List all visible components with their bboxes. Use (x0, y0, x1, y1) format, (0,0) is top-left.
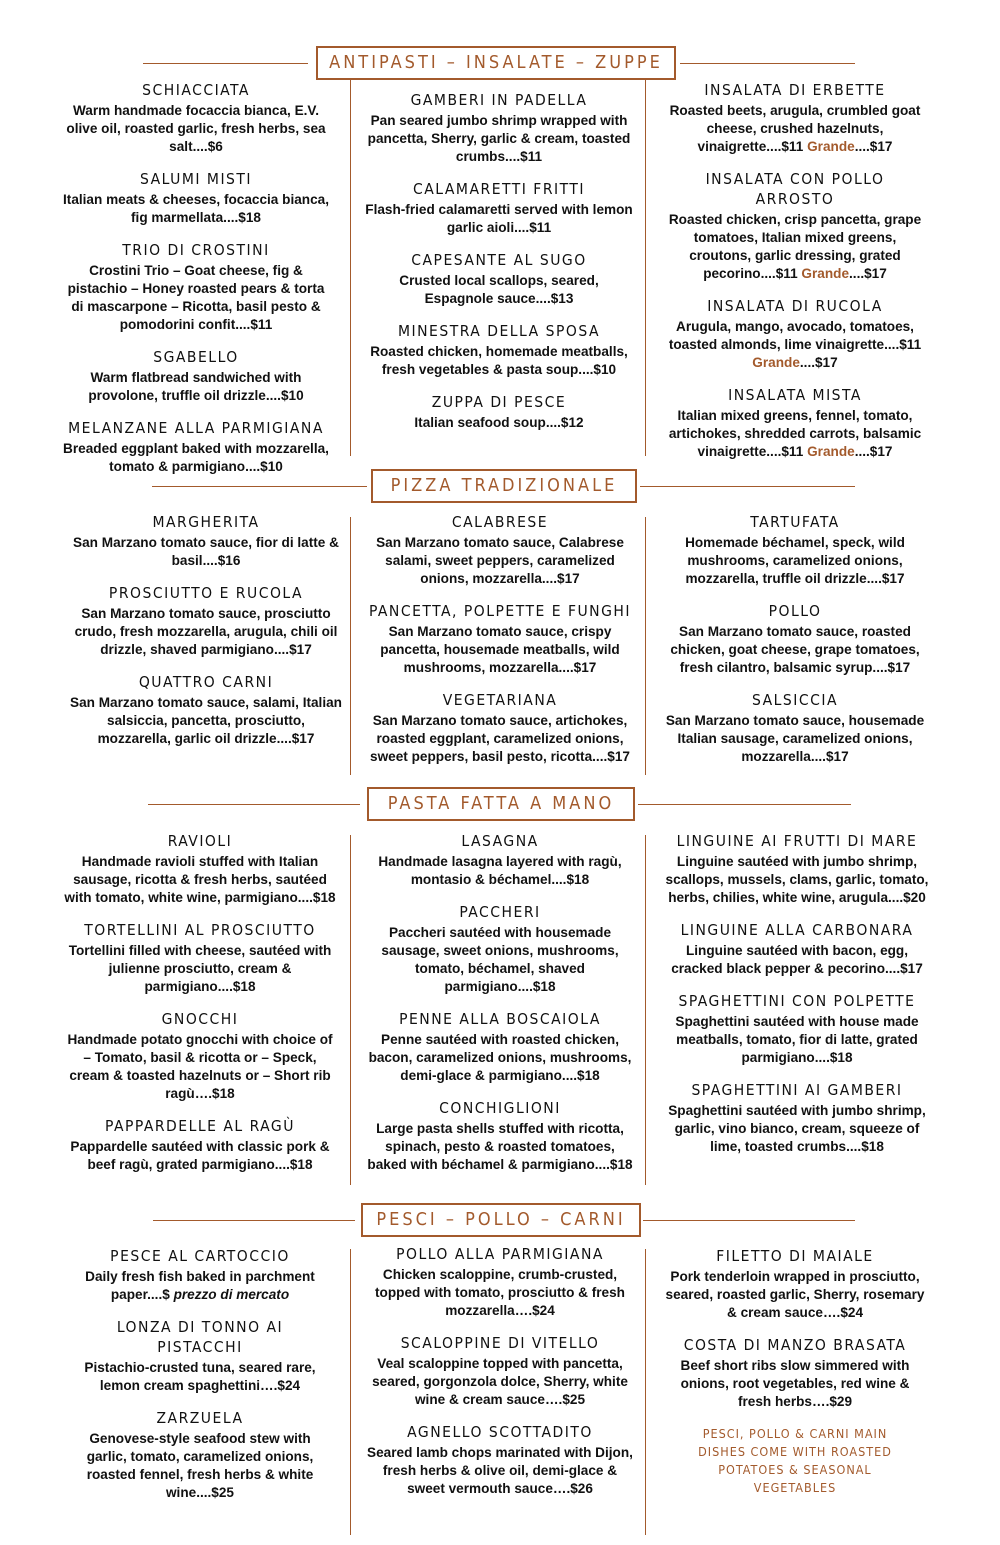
pasta-col-3 (664, 831, 930, 1169)
menu-item-description (664, 534, 926, 588)
menu-item-description-text: Beef short ribs slow simmered with onions, root vegetables, red wine & fresh herbs….$29 (680, 1358, 910, 1409)
menu-item-description (366, 1120, 634, 1174)
menu-item-name: SALSICCIA (751, 691, 839, 709)
menu-item-description (62, 853, 338, 907)
header-rule-right (638, 804, 851, 805)
main-dishes-note: PESCI, POLLO & CARNI MAIN DISHES COME WITH ROASTED POTATOES & SEASONAL VEGETABLES (698, 1426, 892, 1495)
menu-item (665, 80, 925, 156)
menu-item-description (664, 623, 926, 677)
header-rule-left (148, 804, 360, 805)
menu-item-description (366, 1355, 634, 1409)
pesci-col-1 (72, 1246, 328, 1515)
pizza-col-1 (70, 512, 342, 761)
antipasti-col-3 (665, 80, 925, 474)
menu-item-description-text: Veal scaloppine topped with pancetta, seared, gorgonzola dolce, Sherry, white wine & cream sauce….$25 (372, 1356, 628, 1407)
menu-item-description-text: Linguine sautéed with bacon, egg, cracked black pepper & pecorino....$17 (671, 943, 923, 976)
menu-item-name: SCHIACCIATA (142, 81, 250, 99)
menu-item-description (62, 1138, 338, 1174)
section-header-pasta (0, 787, 1000, 821)
menu-item-description-text: Seared lamb chops marinated with Dijon, fresh herbs & olive oil, demi-glace & sweet vermouth sauce….$26 (367, 1445, 633, 1496)
menu-item-name: SPAGHETTINI AI GAMBERI (691, 1081, 903, 1099)
menu-item-description (665, 318, 925, 372)
menu-item-name: MARGHERITA (152, 513, 260, 531)
menu-item-description-text: Spaghettini sautéed with house made meatballs, tomato, fior di latte, grated parmigiano....$18 (675, 1014, 919, 1065)
antipasti-col-2 (365, 90, 633, 445)
menu-item (664, 1246, 926, 1322)
header-rule-left (152, 486, 367, 487)
menu-item-name: TRIO DI CROSTINI (122, 241, 270, 259)
menu-item-name: INSALATA DI RUCOLA (707, 297, 883, 315)
menu-item (62, 920, 338, 996)
menu-item-description (664, 942, 930, 978)
menu-item-name: VEGETARIANA (442, 691, 558, 709)
menu-item-description-text: Roasted beets, arugula, crumbled goat cheese, crushed hazelnuts, vinaigrette....$11 (669, 103, 921, 154)
pasta-col-1 (62, 831, 338, 1187)
menu-item-description-text: Italian seafood soup....$12 (414, 415, 584, 430)
menu-item-description-text: Flash-fried calamaretti served with lemon garlic aioli....$11 (365, 202, 633, 235)
pesci-col-3 (664, 1246, 926, 1497)
grande-label: Grande (801, 266, 850, 281)
menu-item-description (366, 1444, 634, 1498)
menu-item-description-text: San Marzano tomato sauce, Calabrese salami, sweet peppers, caramelized onions, mozzarella....$17 (376, 535, 624, 586)
menu-item-description-text: Pan seared jumbo shrimp wrapped with pancetta, Sherry, garlic & cream, toasted crumbs....$11 (367, 113, 631, 164)
menu-item (72, 1246, 328, 1304)
menu-item (365, 250, 633, 308)
menu-item-description (664, 1268, 926, 1322)
menu-item-name: PAPPARDELLE AL RAGÙ (105, 1117, 295, 1135)
menu-item-description (70, 534, 342, 570)
grande-price: ....$17 (849, 266, 887, 281)
menu-item-description (60, 369, 332, 405)
menu-item-description (664, 712, 926, 766)
menu-item-name: INSALATA DI ERBETTE (704, 81, 886, 99)
menu-item-name: CAPESANTE AL SUGO (411, 251, 587, 269)
antipasti-col-1 (60, 80, 332, 489)
menu-item-name: PROSCIUTTO E RUCOLA (108, 584, 304, 602)
menu-item-name: ZUPPA DI PESCE (431, 393, 567, 411)
pesci-col-3-items (664, 1246, 926, 1411)
pesci-col-2 (366, 1244, 634, 1511)
menu-item (664, 920, 930, 978)
section-title-pasta: PASTA FATTA A MANO (367, 787, 635, 821)
header-rule-left (143, 63, 308, 64)
header-rule-right (640, 486, 855, 487)
menu-item-name: GNOCCHI (161, 1010, 239, 1028)
menu-item-description (365, 112, 633, 166)
section-header-pizza (0, 469, 1000, 503)
menu-item (60, 240, 332, 334)
menu-item-description (60, 262, 332, 334)
menu-item-description-text: Crusted local scallops, seared, Espagnole sauce....$13 (399, 273, 599, 306)
menu-item-name: MELANZANE ALLA PARMIGIANA (68, 419, 324, 437)
menu-item-description-text: Daily fresh fish baked in parchment paper....$ (85, 1269, 315, 1302)
menu-item (62, 1009, 338, 1103)
menu-item-description (368, 623, 632, 677)
menu-item-name: POLLO ALLA PARMIGIANA (396, 1245, 604, 1263)
menu-item (664, 690, 926, 766)
pasta-col-2 (366, 831, 634, 1187)
menu-item-description (365, 272, 633, 308)
menu-item-name: PACCHERI (459, 903, 541, 921)
column-divider (350, 835, 351, 1185)
menu-item-name: PENNE ALLA BOSCAIOLA (399, 1010, 601, 1028)
menu-item-name: MINESTRA DELLA SPOSA (397, 322, 601, 340)
menu-item-description-text: San Marzano tomato sauce, roasted chicken, goat cheese, grape tomatoes, fresh cilantro, balsamic syrup....$17 (670, 624, 920, 675)
menu-item-description (365, 201, 633, 237)
grande-label: Grande (807, 444, 855, 459)
menu-item-description-text: Pappardelle sautéed with classic pork & beef ragù, grated parmigiano....$18 (70, 1139, 330, 1172)
menu-item-description (664, 1357, 926, 1411)
menu-item-description-text: Pork tenderloin wrapped in prosciutto, seared, roasted garlic, Sherry, rosemary & cream sauce….$24 (665, 1269, 925, 1320)
menu-item-name: FILETTO DI MAIALE (716, 1247, 874, 1265)
menu-item-description-text: Handmade ravioli stuffed with Italian sausage, ricotta & fresh herbs, sautéed with tomato, white wine, parmigiano....$18 (64, 854, 336, 905)
menu-item-name: TORTELLINI AL PROSCIUTTO (84, 921, 316, 939)
menu-item-description (664, 1102, 930, 1156)
menu-item (664, 991, 930, 1067)
menu-item-description (366, 853, 634, 889)
header-rule-right (680, 63, 855, 64)
menu-item (664, 512, 926, 588)
menu-item-description (368, 534, 632, 588)
menu-item-name: TARTUFATA (750, 513, 840, 531)
menu-item-description (70, 694, 342, 748)
menu-item (365, 90, 633, 166)
grande-label: Grande (807, 139, 855, 154)
grande-price: ....$17 (799, 355, 838, 370)
menu-item-price-note: prezzo di mercato (173, 1287, 290, 1302)
menu-item-description-text: Tortellini filled with cheese, sautéed with julienne prosciutto, cream & parmigiano....$18 (68, 943, 332, 994)
column-divider (350, 517, 351, 775)
section-title-pesci: PESCI – POLLO – CARNI (361, 1203, 641, 1237)
menu-item-description (665, 102, 925, 156)
menu-item (664, 1335, 926, 1411)
menu-item (60, 80, 332, 156)
menu-item (62, 1116, 338, 1174)
menu-item-name: LINGUINE AI FRUTTI DI MARE (676, 832, 918, 850)
menu-item-name: PESCE AL CARTOCCIO (110, 1247, 290, 1265)
menu-item-description-text: Italian mixed greens, fennel, tomato, artichokes, shredded carrots, balsamic vinaigrette....$11 (668, 408, 922, 459)
menu-item (60, 347, 332, 405)
menu-item (368, 690, 632, 766)
menu-item (366, 1333, 634, 1409)
menu-item-description (366, 1031, 634, 1085)
grande-price: ....$17 (854, 139, 893, 154)
section-header-antipasti (0, 46, 1000, 80)
menu-item-description (60, 191, 332, 227)
menu-item (366, 1009, 634, 1085)
pizza-col-2 (368, 512, 632, 779)
menu-item-description-text: Spaghettini sautéed with jumbo shrimp, garlic, vino bianco, cream, squeeze of lime, toasted crumbs....$18 (668, 1103, 926, 1154)
menu-item-description (366, 1266, 634, 1320)
column-divider (350, 1249, 351, 1535)
menu-item (70, 512, 342, 570)
column-divider (645, 1249, 646, 1535)
menu-item (368, 601, 632, 677)
menu-item-description (60, 102, 332, 156)
menu-item-description-text: Warm handmade focaccia bianca, E.V. olive oil, roasted garlic, fresh herbs, sea salt....$6 (66, 103, 326, 154)
menu-item-description-text: Warm flatbread sandwiched with provolone, truffle oil drizzle....$10 (88, 370, 304, 403)
menu-item-description (365, 414, 633, 432)
menu-item-name: SALUMI MISTI (139, 170, 253, 188)
menu-item-description (72, 1430, 328, 1502)
menu-item-description-text: San Marzano tomato sauce, fior di latte & basil....$16 (73, 535, 339, 568)
menu-item-name: POLLO (768, 602, 822, 620)
menu-item-description-text: Linguine sautéed with jumbo shrimp, scallops, mussels, clams, garlic, tomato, herbs, chilies, white wine, arugula....$20 (665, 854, 929, 905)
menu-item-description (366, 924, 634, 996)
menu-item (72, 1317, 328, 1395)
menu-item-description-text: San Marzano tomato sauce, crispy pancetta, housemade meatballs, wild mushrooms, mozzarella....$17 (380, 624, 620, 675)
menu-item (665, 385, 925, 461)
header-rule-left (153, 1220, 355, 1221)
menu-item (70, 583, 342, 659)
menu-item-description (664, 853, 930, 907)
section-title-pizza: PIZZA TRADIZIONALE (371, 469, 637, 503)
menu-item (665, 169, 925, 283)
menu-item-name: CONCHIGLIONI (439, 1099, 561, 1117)
menu-item (72, 1408, 328, 1502)
column-divider (350, 78, 351, 456)
menu-item-name: ZARZUELA (156, 1409, 244, 1427)
menu-item (366, 1098, 634, 1174)
column-divider (645, 517, 646, 775)
menu-item (365, 179, 633, 237)
menu-item-description-text: Chicken scaloppine, crumb-crusted, topped with tomato, prosciutto & fresh mozzarella….$24 (375, 1267, 625, 1318)
menu-item (664, 831, 930, 907)
menu-item-description-text: Pistachio-crusted tuna, seared rare, lemon cream spaghettini….$24 (84, 1360, 316, 1393)
menu-item (366, 831, 634, 889)
menu-item-description (62, 1031, 338, 1103)
menu-item (60, 169, 332, 227)
menu-item-description-text: Italian meats & cheeses, focaccia bianca, fig marmellata....$18 (63, 192, 329, 225)
menu-item-name: INSALATA MISTA (728, 386, 862, 404)
menu-item-name: LONZA DI TONNO AI PISTACCHI (116, 1318, 284, 1356)
menu-item (62, 831, 338, 907)
menu-item-description (665, 211, 925, 283)
menu-item (60, 418, 332, 476)
menu-item-description (72, 1359, 328, 1395)
menu-item-description-text: Breaded eggplant baked with mozzarella, tomato & parmigiano....$10 (63, 441, 329, 474)
menu-item-description-text: Roasted chicken, homemade meatballs, fresh vegetables & pasta soup....$10 (370, 344, 628, 377)
menu-item (365, 392, 633, 432)
menu-item (665, 296, 925, 372)
menu-item-name: QUATTRO CARNI (138, 673, 274, 691)
menu-item-name: RAVIOLI (167, 832, 233, 850)
menu-item (70, 672, 342, 748)
menu-item (365, 321, 633, 379)
pizza-col-3 (664, 512, 926, 779)
menu-item-description-text: San Marzano tomato sauce, artichokes, roasted eggplant, caramelized onions, sweet peppers, basil pesto, ricotta....$17 (370, 713, 630, 764)
menu-item-name: AGNELLO SCOTTADITO (407, 1423, 593, 1441)
menu-item-description-text: Crostini Trio – Goat cheese, fig & pistachio – Honey roasted pears & torta di mascarpone – Ricotta, basil pesto & pomodorini confit....$11 (67, 263, 325, 332)
menu-item-description (365, 343, 633, 379)
menu-item (366, 1244, 634, 1320)
menu-item-name: CALAMARETTI FRITTI (413, 180, 585, 198)
menu-item-name: COSTA DI MANZO BRASATA (683, 1336, 907, 1354)
menu-item-description-text: Genovese-style seafood stew with garlic, tomato, caramelized onions, roasted fennel, fresh herbs & white wine....$25 (86, 1431, 314, 1500)
menu-item-name: SGABELLO (153, 348, 239, 366)
menu-item-description-text: Handmade lasagna layered with ragù, montasio & béchamel....$18 (378, 854, 622, 887)
grande-label: Grande (752, 355, 800, 370)
menu-item-description-text: San Marzano tomato sauce, salami, Italian salsiccia, pancetta, prosciutto, mozzarella, garlic oil drizzle....$17 (70, 695, 342, 746)
menu-item-description (664, 1013, 930, 1067)
menu-item-description-text: Arugula, mango, avocado, tomatoes, toasted almonds, lime vinaigrette....$11 (668, 319, 922, 352)
menu-item-name: SPAGHETTINI CON POLPETTE (678, 992, 916, 1010)
menu-item-description-text: San Marzano tomato sauce, prosciutto crudo, fresh mozzarella, arugula, chili oil drizzle, shaved parmigiano....$17 (74, 606, 338, 657)
header-rule-right (643, 1220, 855, 1221)
menu-item-description-text: Handmade potato gnocchi with choice of – Tomato, basil & ricotta or – Speck, cream & toasted hazelnuts or – Short rib ragù….$18 (67, 1032, 333, 1101)
menu-item-name: CALABRESE (451, 513, 549, 531)
menu-item-description-text: Paccheri sautéed with housemade sausage, sweet onions, mushrooms, tomato, béchamel, shaved parmigiano....$18 (381, 925, 619, 994)
menu-item-description (72, 1268, 328, 1304)
menu-item-description-text: Large pasta shells stuffed with ricotta, spinach, pesto & roasted tomatoes, baked with béchamel & parmigiano....$18 (367, 1121, 633, 1172)
section-title-antipasti: ANTIPASTI – INSALATE – ZUPPE (316, 46, 676, 80)
menu-item (366, 1422, 634, 1498)
menu-item (664, 601, 926, 677)
section-header-pesci (0, 1203, 1000, 1237)
menu-item-description-text: Roasted chicken, crisp pancetta, grape tomatoes, Italian mixed greens, croutons, garlic dressing, grated pecorino....$11 (668, 212, 922, 281)
menu-item-name: SCALOPPINE DI VITELLO (400, 1334, 600, 1352)
menu-item-name: PANCETTA, POLPETTE E FUNGHI (368, 602, 632, 620)
menu-item-description-text: San Marzano tomato sauce, housemade Italian sausage, caramelized onions, mozzarella....$17 (665, 713, 925, 764)
menu-item-name: INSALATA CON POLLO ARROSTO (705, 170, 885, 208)
menu-item-description (70, 605, 342, 659)
menu-item-description (368, 712, 632, 766)
menu-item (368, 512, 632, 588)
menu-item-name: LINGUINE ALLA CARBONARA (680, 921, 914, 939)
column-divider (645, 835, 646, 1185)
column-divider (645, 78, 646, 456)
menu-item-description (62, 942, 338, 996)
menu-item-name: GAMBERI IN PADELLA (410, 91, 588, 109)
menu-item (366, 902, 634, 996)
menu-item-name: LASAGNA (461, 832, 539, 850)
grande-price: ....$17 (854, 444, 893, 459)
menu-item-description (665, 407, 925, 461)
menu-item-description-text: Penne sautéed with roasted chicken, bacon, caramelized onions, mushrooms, demi-glace & parmigiano....$18 (368, 1032, 632, 1083)
menu-item (664, 1080, 930, 1156)
menu-item-description-text: Homemade béchamel, speck, wild mushrooms, caramelized onions, mozzarella, truffle oil drizzle....$17 (685, 535, 905, 586)
